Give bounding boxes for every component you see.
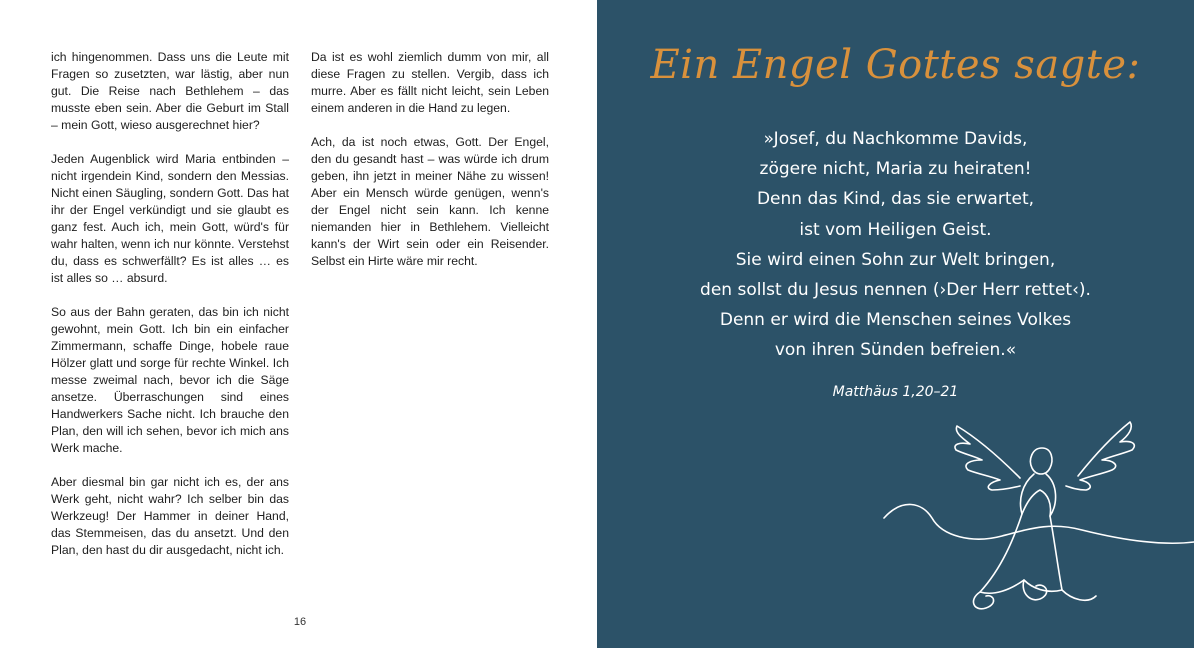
page-heading: Ein Engel Gottes sagte: [650,42,1141,88]
quote-line: »Josef, du Nachkomme Davids, [763,129,1028,149]
quote-line: von ihren Sünden befreien.« [774,340,1017,361]
right-page [597,0,1194,648]
angel-line-art-icon [882,418,1194,623]
text-column-right [311,49,549,287]
quote-line: ist vom Heiligen Geist. [799,219,992,240]
page-number: 16 [293,616,307,628]
quote-line: Denn er wird die Menschen seines Volkes [719,310,1072,331]
quote-line: zögere nicht, Maria zu heiraten! [759,159,1032,180]
paragraph: Aber diesmal bin gar nicht ich es, der ans Werk geht, nicht wahr? Ich selber bin das Werkzeug! Der Hammer in deiner Hand, das Stemmeisen, das du ansetzt. Und den Plan, den hast du dir ausgedacht, nicht ich. [51,475,289,557]
paragraph: Ach, da ist noch etwas, Gott. Der Engel, den du gesandt hast – was würde ich drum geben, ihn jetzt in meiner Nähe zu wissen! Aber ein Mensch würde genügen, wenn's der Engel nicht sein kann. Ich kenne niemanden hier in Bethlehem. Vielleicht kann's der Wirt sein oder ein Reisender. Selbst ein Hirte wäre mir recht. [311,135,549,268]
paragraph: So aus der Bahn geraten, das bin ich nicht gewohnt, mein Gott. Ich bin ein einfacher Zimmermann, schaffe Dinge, hobele raue Hölzer glatt und sorge für rechte Winkel. Ich messe zweimal nach, bevor ich die Säge ansetze. Überraschungen sind eines Handwerkers Sache nicht. Ich brauche den Plan, den will ich sehen, bevor ich mich ans Werk mache. [51,305,289,455]
bible-quote [597,124,1194,366]
paragraph: Da ist es wohl ziemlich dumm von mir, all diese Fragen zu stellen. Vergib, dass ich murre. Aber es fällt nicht leicht, sein Leben einem anderen in die Hand zu legen. [311,50,549,115]
quote-line: Sie wird einen Sohn zur Welt bringen, [735,249,1056,270]
scripture-reference: Matthäus 1,20–21 [832,384,959,400]
text-column-left [51,49,289,576]
paragraph: Jeden Augenblick wird Maria entbinden – nicht irgendein Kind, sondern den Messias. Nicht einen Säugling, sondern Gott. Das hat ihr der Engel verkündigt und sie glaubt es ganz fest. Auch ich, mein Gott, würd's für wahr halten, wenn ich nur könnte. Verstehst du, dass es schwerfällt? Es ist alles … es ist alles so … absurd. [51,152,289,285]
quote-line: Denn das Kind, das sie erwartet, [756,189,1035,210]
paragraph: ich hingenommen. Dass uns die Leute mit Fragen so zusetzten, war lästig, aber nun gut. Die Reise nach Bethlehem – das musste eben sein. Aber die Geburt im Stall – mein Gott, wieso ausgerechnet hier? [51,50,289,132]
quote-line: den sollst du Jesus nennen (›Der Herr rettet‹). [700,280,1091,301]
